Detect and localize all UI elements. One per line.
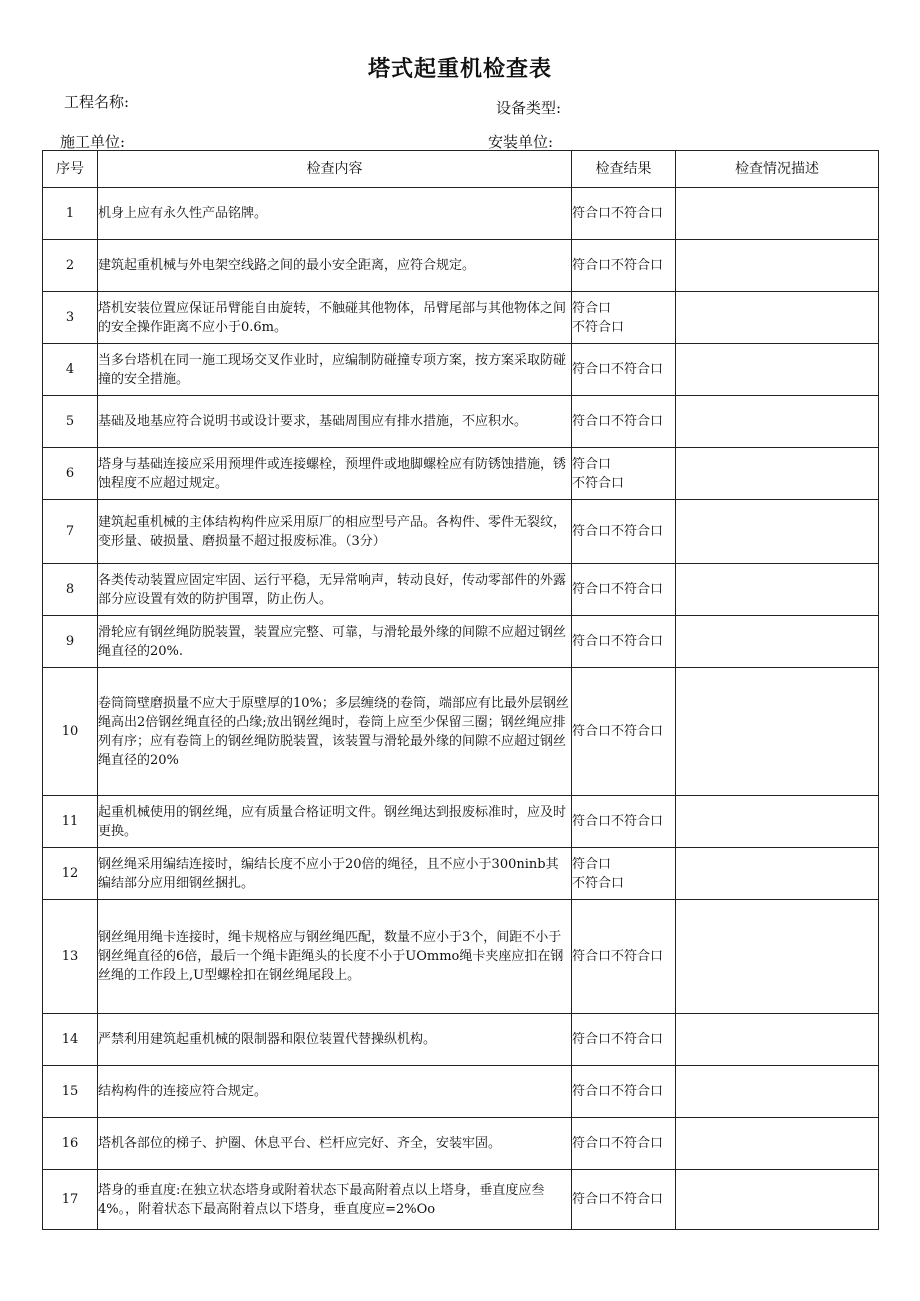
row-number: 3: [43, 292, 98, 344]
installation-unit-label: 安装单位:: [488, 133, 554, 151]
table-row: [43, 1014, 879, 1066]
row-number: 11: [43, 796, 98, 848]
row-result: 符合口不符合口: [572, 1118, 676, 1170]
row-description: [676, 1170, 879, 1230]
row-number: 5: [43, 396, 98, 448]
row-number: 17: [43, 1170, 98, 1230]
row-description: [676, 292, 879, 344]
header-description: 检查情况描述: [676, 151, 879, 188]
inspection-table: [42, 150, 879, 1230]
row-content: 结构构件的连接应符合规定。: [98, 1066, 572, 1118]
row-description: [676, 848, 879, 900]
row-content: 塔机各部位的梯子、护圈、休息平台、栏杆应完好、齐全，安装牢固。: [98, 1118, 572, 1170]
table-row: [43, 240, 879, 292]
row-number: 12: [43, 848, 98, 900]
table-row: [43, 344, 879, 396]
row-result: 符合口不符合口: [572, 396, 676, 448]
row-description: [676, 396, 879, 448]
row-content: 起重机械使用的钢丝绳，应有质量合格证明文件。钢丝绳达到报废标准时，应及时更换。: [98, 796, 572, 848]
row-description: [676, 1118, 879, 1170]
row-result: 符合口不符合口: [572, 616, 676, 668]
row-content: 滑轮应有钢丝绳防脱装置，装置应完整、可靠，与滑轮最外缘的间隙不应超过钢丝绳直径的20%.: [98, 616, 572, 668]
table-row: [43, 1118, 879, 1170]
row-number: 16: [43, 1118, 98, 1170]
table-row: [43, 900, 879, 1014]
row-result: 符合口不符合口: [572, 188, 676, 240]
row-content: 卷筒筒壁磨损量不应大于原壁厚的10%；多层缠绕的卷筒，端部应有比最外层钢丝绳高出2倍钢丝绳直径的凸缘;放出钢丝绳时，卷筒上应至少保留三圈；钢丝绳应排列有序；应有卷筒上的钢丝绳防脱装置，该装置与滑轮最外缘的间隙不应超过钢丝绳直径的20%: [98, 668, 572, 796]
row-description: [676, 668, 879, 796]
row-content: 钢丝绳采用编结连接时，编结长度不应小于20倍的绳径，且不应小于300ninb其编结部分应用细钢丝捆扎。: [98, 848, 572, 900]
row-description: [676, 564, 879, 616]
row-description: [676, 344, 879, 396]
row-result: 符合口不符合口: [572, 668, 676, 796]
row-number: 8: [43, 564, 98, 616]
row-description: [676, 500, 879, 564]
row-content: 机身上应有永久性产品铭牌。: [98, 188, 572, 240]
row-content: 塔身与基础连接应采用预埋件或连接螺栓，预埋件或地脚螺栓应有防锈蚀措施，锈蚀程度不应超过规定。: [98, 448, 572, 500]
table-row: [43, 1170, 879, 1230]
table-header-row: [43, 151, 879, 188]
row-number: 4: [43, 344, 98, 396]
row-result: 符合口不符合口: [572, 796, 676, 848]
row-content: 建筑起重机械与外电架空线路之间的最小安全距离，应符合规定。: [98, 240, 572, 292]
row-description: [676, 1014, 879, 1066]
row-number: 2: [43, 240, 98, 292]
table-row: [43, 1066, 879, 1118]
row-description: [676, 188, 879, 240]
table-row: [43, 396, 879, 448]
table-row: [43, 188, 879, 240]
construction-unit-label: 施工单位:: [60, 133, 126, 151]
project-name-label: 工程名称:: [64, 93, 130, 111]
row-result: 符合口不符合口: [572, 240, 676, 292]
table-row: [43, 564, 879, 616]
page-title: 塔式起重机检查表: [367, 57, 552, 82]
row-description: [676, 1066, 879, 1118]
header-result: 检查结果: [572, 151, 676, 188]
row-description: [676, 240, 879, 292]
row-description: [676, 900, 879, 1014]
row-result: 符合口不符合口: [572, 1014, 676, 1066]
row-content: 各类传动装置应固定牢固、运行平稳，无异常响声，转动良好，传动零部件的外露部分应设置有效的防护围罩，防止伤人。: [98, 564, 572, 616]
row-number: 1: [43, 188, 98, 240]
table-row: [43, 448, 879, 500]
header-content: 检查内容: [98, 151, 572, 188]
row-number: 15: [43, 1066, 98, 1118]
table-row: [43, 848, 879, 900]
row-result: 符合口不符合口: [572, 564, 676, 616]
row-description: [676, 448, 879, 500]
row-content: 建筑起重机械的主体结构构件应采用原厂的相应型号产品。各构件、零件无裂纹，变形量、破损量、磨损量不超过报废标准。（3分）: [98, 500, 572, 564]
row-number: 6: [43, 448, 98, 500]
row-number: 14: [43, 1014, 98, 1066]
row-number: 13: [43, 900, 98, 1014]
row-number: 10: [43, 668, 98, 796]
equipment-type-label: 设备类型:: [496, 99, 562, 117]
row-result: 符合口不符合口: [572, 1170, 676, 1230]
row-result: 符合口不符合口: [572, 1066, 676, 1118]
row-content: 当多台塔机在同一施工现场交叉作业时，应编制防碰撞专项方案，按方案采取防碰撞的安全措施。: [98, 344, 572, 396]
row-number: 9: [43, 616, 98, 668]
row-description: [676, 616, 879, 668]
row-result: 符合口不符合口: [572, 344, 676, 396]
table-row: [43, 616, 879, 668]
table-row: [43, 668, 879, 796]
table-row: [43, 292, 879, 344]
table-row: [43, 796, 879, 848]
row-content: 塔机安装位置应保证吊臂能自由旋转，不触碰其他物体，吊臂尾部与其他物体之间的安全操作距离不应小于0.6m。: [98, 292, 572, 344]
header-no: 序号: [43, 151, 98, 188]
row-description: [676, 796, 879, 848]
table-row: [43, 500, 879, 564]
row-content: 基础及地基应符合说明书或设计要求，基础周围应有排水措施，不应积水。: [98, 396, 572, 448]
row-result: 符合口不符合口: [572, 500, 676, 564]
row-result: 符合口不符合口: [572, 900, 676, 1014]
row-content: 严禁利用建筑起重机械的限制器和限位装置代替操纵机构。: [98, 1014, 572, 1066]
row-number: 7: [43, 500, 98, 564]
row-result: 符合口 不符合口: [572, 292, 676, 344]
row-result: 符合口 不符合口: [572, 448, 676, 500]
row-content: 钢丝绳用绳卡连接时，绳卡规格应与钢丝绳匹配，数量不应小于3个，间距不小于钢丝绳直径的6倍，最后一个绳卡距绳头的长度不小于UOmmo绳卡夹座应扣在钢丝绳的工作段上,U型螺栓扣在钢丝绳尾段上。: [98, 900, 572, 1014]
row-content: 塔身的垂直度:在独立状态塔身或附着状态下最高附着点以上塔身，垂直度应叁4%。，附着状态下最高附着点以下塔身，垂直度应=2%Oo: [98, 1170, 572, 1230]
row-result: 符合口 不符合口: [572, 848, 676, 900]
